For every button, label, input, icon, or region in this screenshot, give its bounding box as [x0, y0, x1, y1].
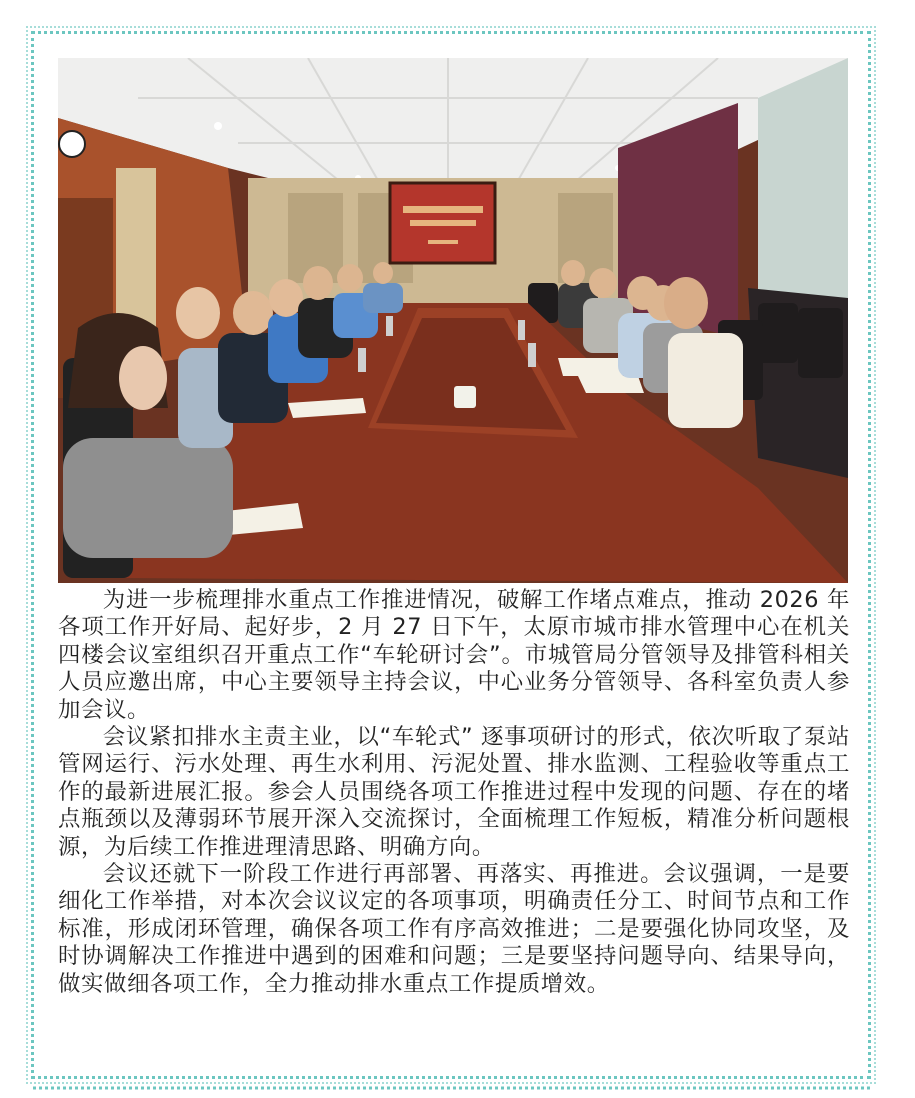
paragraph-discussion: 会议紧扣排水主责主业，以“车轮式” 逐事项研讨的形式，依次听取了泵站管网运行、污水处理、再生水利用、污泥处置、排水监测、工程验收等重点工作的最新进展汇报。参会人员围绕各项工作推进过程中发现的问题、存在的堵点瓶颈以及薄弱环节展开深入交流探讨，全面梳理工作短板，精准分析问题根源，为后续工作推进理清思路、明确方向。: [58, 724, 850, 860]
article-body: [58, 587, 850, 998]
bottom-dotted-border: [33, 1085, 873, 1095]
paragraph-intro: 为进一步梳理排水重点工作推进情况，破解工作堵点难点，推动 2026 年各项工作开好局、起好步，2 月 27 日下午，太原市城市排水管理中心在机关四楼会议室组织召开重点工作“车轮研讨会”。市城管局分管领导及排管科相关人员应邀出席，中心主要领导主持会议，中心业务分管领导、各科室负责人参加会议。: [58, 587, 850, 723]
meeting-room-photo: [58, 58, 848, 583]
paragraph-deployment: 会议还就下一阶段工作进行再部署、再落实、再推进。会议强调，一是要细化工作举措，对本次会议议定的各项事项，明确责任分工、时间节点和工作标准，形成闭环管理，确保各项工作有序高效推进；二是要强化协同攻坚，及时协调解决工作推进中遇到的困难和问题；三是要坚持问题导向、结果导向，做实做细各项工作，全力推动排水重点工作提质增效。: [58, 861, 850, 997]
photo-illustration: [58, 58, 848, 583]
